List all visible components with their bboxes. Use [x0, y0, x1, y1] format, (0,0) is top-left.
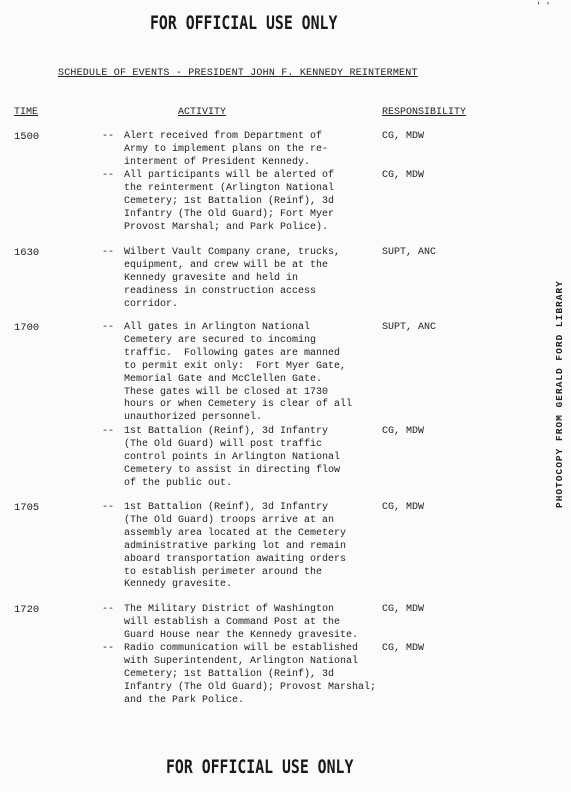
- entry-dash: --: [102, 502, 115, 513]
- entry-dash: --: [102, 247, 115, 258]
- document-title: SCHEDULE OF EVENTS - PRESIDENT JOHN F. KENNEDY REINTERMENT: [58, 68, 418, 79]
- entry-activity: All gates in Arlington National Cemetery are secured to incoming traffic. Following gates are manned to permit exit only: Fort Myer Gate, Memorial Gate and McClellen Gate. These gates will be closed at 1730 hours or when Cemetery is clear of all unauthorized personnel.: [124, 322, 353, 424]
- entry-activity: All participants will be alerted of the reinterment (Arlington National Cemetery; 1st Battalion (Reinf), 3d Infantry (The Old Guard); Fort Myer Provost Marshal; and Park Police).: [124, 170, 335, 233]
- entry-dash: --: [102, 426, 115, 437]
- entry-dash: --: [102, 604, 115, 615]
- header-responsibility: RESPONSIBILITY: [382, 107, 467, 118]
- entry-responsibility: CG, MDW: [382, 170, 425, 181]
- entry-time: 1500: [14, 131, 40, 143]
- entry-activity: Radio communication will be established with Superintendent, Arlington National Cemetery; 1st Battalion (Reinf), 3d Infantry (The Old Guard); Provost Marshal; and the Park Police.: [124, 643, 377, 706]
- entry-activity: Wilbert Vault Company crane, trucks, equipment, and crew will be at the Kennedy gravesite and held in readiness in construction access corridor.: [124, 247, 341, 310]
- entry-responsibility: CG, MDW: [382, 604, 425, 615]
- entry-responsibility: CG, MDW: [382, 131, 425, 142]
- entry-dash: --: [102, 170, 115, 181]
- entry-responsibility: SUPT, ANC: [382, 247, 437, 258]
- entry-time: 1630: [14, 247, 40, 259]
- entry-dash: --: [102, 643, 115, 654]
- header-activity: ACTIVITY: [178, 107, 227, 118]
- classification-stamp-bottom: FOR OFFICIAL USE ONLY: [166, 756, 354, 778]
- library-side-label: PHOTOCOPY FROM GERALD FORD LIBRARY: [554, 280, 565, 508]
- corner-mark: ' ': [536, 2, 551, 11]
- entry-activity: The Military District of Washington will establish a Command Post at the Guard House near the Kennedy gravesite.: [124, 604, 359, 641]
- entry-activity: 1st Battalion (Reinf), 3d Infantry (The Old Guard) troops arrive at an assembly area located at the Cemetery administrative parking lot and remain aboard transportation awaiting orders to establish perimeter around the Kennedy gravesite.: [124, 502, 347, 591]
- entry-responsibility: CG, MDW: [382, 502, 425, 513]
- entry-dash: --: [102, 131, 115, 142]
- entry-time: 1705: [14, 502, 40, 514]
- entry-time: 1700: [14, 322, 40, 334]
- entry-time: 1720: [14, 604, 40, 616]
- entry-activity: 1st Battalion (Reinf), 3d Infantry (The Old Guard) will post traffic control points in Arlington National Cemetery to assist in directing flow of the public out.: [124, 426, 341, 489]
- entry-responsibility: SUPT, ANC: [382, 322, 437, 333]
- entry-activity: Alert received from Department of Army to implement plans on the re- interment of President Kennedy.: [124, 131, 329, 168]
- header-time: TIME: [14, 107, 39, 118]
- entry-responsibility: CG, MDW: [382, 426, 425, 437]
- classification-stamp-top: FOR OFFICIAL USE ONLY: [150, 12, 338, 34]
- entry-responsibility: CG, MDW: [382, 643, 425, 654]
- entry-dash: --: [102, 322, 115, 333]
